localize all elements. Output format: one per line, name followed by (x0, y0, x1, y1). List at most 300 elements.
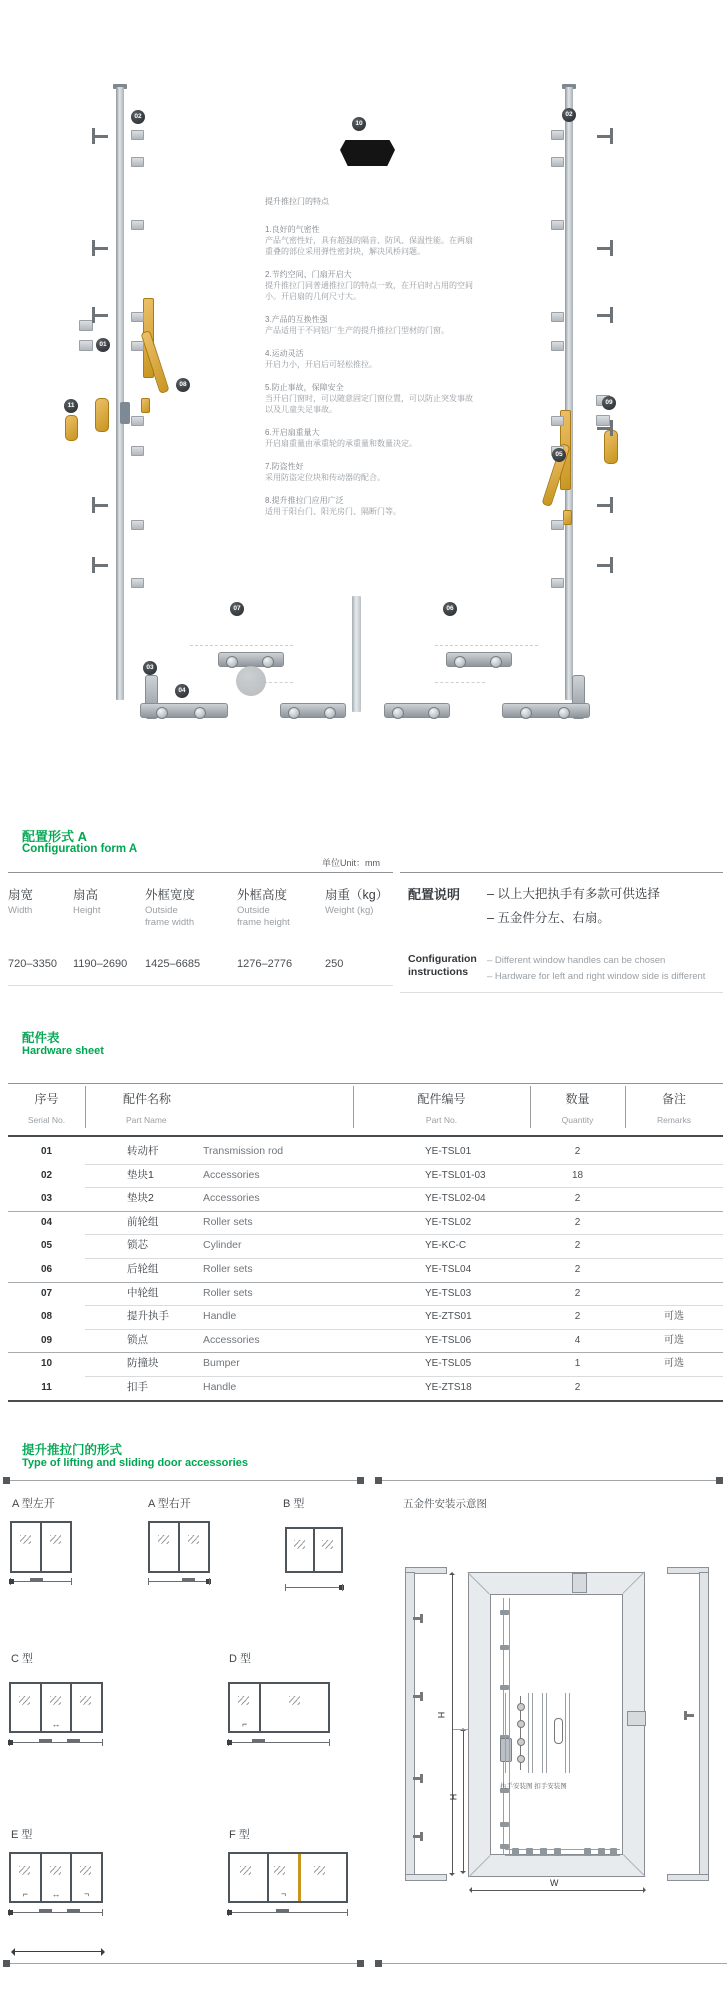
config-col-value: 1276–2776 (237, 958, 293, 970)
glass-hatch (289, 1696, 300, 1705)
cell-qty: 2 (574, 1146, 581, 1157)
cell-remark (625, 1164, 723, 1188)
detail-line (546, 1693, 547, 1773)
table-row (8, 1211, 723, 1235)
detail-line (528, 1693, 529, 1773)
dim-square (339, 1585, 344, 1590)
glass-hatch (50, 1696, 61, 1705)
door-panel (42, 1684, 73, 1731)
callout-badge-11: 11 (64, 399, 78, 413)
table-row (8, 1234, 723, 1258)
transmission-rod-right (565, 87, 573, 700)
roller-block (554, 1848, 561, 1856)
feature-heading: 6.开启扇重量大 (265, 428, 320, 437)
width-dimension-arrow (470, 1890, 645, 1891)
cell-name-en: Bumper (203, 1357, 240, 1370)
keep-block-left-1 (79, 320, 93, 331)
cell-name-zh: 前轮组 (127, 1215, 159, 1228)
door-panel (42, 1854, 73, 1901)
cell-part-no: YE-ZTS01 (425, 1311, 472, 1323)
door-panel (301, 1854, 346, 1901)
col-head-name-en: Part Name (126, 1115, 167, 1125)
divider-square (375, 1960, 382, 1967)
door-diagram-d (228, 1682, 330, 1733)
open-direction-arrow: ⌐ (22, 1889, 28, 1899)
cell-name-zh: 后轮组 (127, 1263, 159, 1275)
glass-hatch (20, 1535, 31, 1544)
frame-bracket (95, 247, 108, 250)
door-panel (261, 1684, 328, 1731)
pad-block (131, 446, 144, 456)
cell-serial: 10 (40, 1358, 53, 1370)
cell-part-no: YE-TSL02 (425, 1216, 472, 1228)
detail-line (532, 1693, 533, 1773)
height2-dimension-arrow (463, 1729, 464, 1873)
width-dimension-label: W (550, 1878, 559, 1888)
lock-point-block (500, 1610, 509, 1615)
roller-wheel (288, 707, 300, 719)
install-detail-captions: 执手安装图 扣手安装图 (500, 1783, 567, 1790)
slide-range-arrow (13, 1951, 103, 1952)
col-head-partno-zh: 配件编号 (417, 1092, 466, 1106)
config-note-en: – Different window handles can be chosen (487, 955, 666, 966)
cell-name-en: Roller sets (203, 1263, 253, 1275)
cell-serial: 07 (40, 1287, 53, 1299)
open-direction-arrow: ↔ (51, 1719, 61, 1729)
config-col-zh: 扇宽 (8, 888, 34, 902)
feature-body: 开启力小，开启后可轻松推拉。 (265, 360, 377, 369)
feature-body: 当开启门窗时，可以随意固定门窗位置，可以防止突发事故以及儿童失足事故。 (265, 394, 473, 414)
divider-square (3, 1960, 10, 1967)
roller-block (598, 1848, 605, 1856)
keep-block-left-2 (79, 340, 93, 351)
cell-serial: 06 (40, 1264, 53, 1275)
door-type-label: D 型 (229, 1653, 251, 1665)
roller-wheel (558, 707, 570, 719)
config-note-zh: – 以上大把执手有多款可供选择 (487, 887, 660, 901)
callout-badge-08: 08 (176, 378, 190, 392)
cell-name-zh: 锁芯 (127, 1239, 148, 1252)
dashed-guide (190, 645, 293, 646)
callout-badge-04: 04 (175, 684, 189, 698)
pad-block (551, 416, 564, 426)
callout-badge-02: 02 (131, 110, 145, 124)
dimension-line (228, 1912, 348, 1913)
frame-bracket (610, 240, 613, 256)
table-bottom-rule (8, 1400, 723, 1402)
door-panel (150, 1523, 180, 1571)
cell-serial: 03 (40, 1193, 53, 1205)
wall-profile-left-bottom (405, 1874, 447, 1881)
pad-block (131, 130, 144, 140)
table-header-divider (85, 1086, 86, 1128)
divider (8, 872, 393, 873)
glass-hatch (19, 1696, 30, 1705)
table-row (8, 1352, 723, 1376)
table-row (8, 1329, 723, 1353)
feature-heading: 1.良好的气密性 (265, 225, 320, 234)
roller-block (584, 1848, 591, 1856)
door-panel (230, 1854, 269, 1901)
frame-bracket (597, 135, 610, 138)
cell-qty: 2 (574, 1216, 581, 1228)
pull-install-detail (542, 1693, 573, 1773)
feature-heading: 5.防止事故，保障安全 (265, 383, 344, 392)
glass-hatch (19, 1866, 30, 1875)
cell-remark (625, 1187, 723, 1211)
types-title-en: Type of lifting and sliding door accessories (22, 1457, 248, 1469)
frame-bracket (597, 247, 610, 250)
pull-handle-left (95, 398, 109, 432)
cell-remark (625, 1140, 723, 1164)
callout-badge-07: 07 (230, 602, 244, 616)
open-direction-arrow: ↔ (51, 1889, 61, 1899)
config-col-en: Height (73, 905, 101, 916)
pad-block (131, 312, 144, 322)
frame-bracket (610, 557, 613, 573)
door-diagram-f (228, 1852, 348, 1903)
glass-hatch (238, 1696, 249, 1705)
pad-block (551, 520, 564, 530)
roller-block (540, 1848, 547, 1856)
sheet-title-zh: 配件表 (22, 1031, 60, 1045)
cell-name-en: Roller sets (203, 1215, 253, 1228)
dim-square (227, 1740, 232, 1745)
pad-block (131, 416, 144, 426)
lock-point-block (500, 1685, 509, 1690)
door-panel (11, 1854, 42, 1901)
feature-body: 提升推拉门同普通推拉门的特点一致，在开启时占用的空间小。开启扇的几何尺寸大。 (265, 281, 473, 301)
dim-step (67, 1909, 80, 1912)
roller-wheel (194, 707, 206, 719)
cell-part-no: YE-TSL04 (425, 1264, 472, 1275)
col-head-partno-en: Part No. (425, 1115, 458, 1125)
pad-block (131, 520, 144, 530)
pad-block (131, 157, 144, 167)
cell-name-zh: 防撞块 (127, 1357, 159, 1370)
cell-qty: 18 (571, 1169, 584, 1181)
roller-wheel (156, 707, 168, 719)
config-col-en: Weight (kg) (325, 905, 374, 916)
section-divider (8, 1480, 361, 1481)
cell-qty: 2 (574, 1311, 581, 1323)
cell-remark (625, 1211, 723, 1235)
cell-part-no: YE-KC-C (425, 1240, 467, 1252)
features-title: 提升推拉门的特点 (265, 197, 329, 206)
feature-body: 采用防盗定位块和传动器的配合。 (265, 473, 385, 482)
keep-block-right-2 (596, 415, 610, 426)
height-dimension-label: H (436, 1711, 447, 1719)
features-text (265, 196, 477, 517)
cell-qty: 2 (574, 1240, 581, 1252)
feature-body: 产品适用于不同铝厂生产的提升推拉门型材的门窗。 (265, 326, 449, 335)
roller-wheel (392, 707, 404, 719)
transmission-rod-mid (352, 596, 361, 712)
roller-wheel (454, 656, 466, 668)
table-top-rule (8, 1083, 723, 1084)
config-col-en: Width (8, 905, 33, 916)
wall-profile-right-bottom (667, 1874, 709, 1881)
roller-wheel (226, 656, 238, 668)
cell-name-en: Roller sets (203, 1286, 253, 1299)
door-panel (11, 1684, 42, 1731)
dimension-line (285, 1587, 343, 1588)
glass-hatch (50, 1535, 61, 1544)
lifting-handle-left-cylinder (141, 398, 150, 413)
cell-serial: 11 (41, 1382, 52, 1393)
transmission-rod-left (116, 87, 124, 700)
config-col-zh: 扇重（kg） (325, 888, 389, 902)
cell-name-en: Handle (203, 1310, 237, 1323)
roller-rod (140, 703, 228, 718)
door-panel (42, 1523, 70, 1571)
wall-profile-right (699, 1572, 709, 1876)
config-title-en: Configuration form A (22, 843, 138, 855)
cell-part-no: YE-TSL05 (425, 1358, 472, 1370)
door-panel (72, 1684, 101, 1731)
side-lock-keep (627, 1711, 646, 1726)
callout-badge-01: 01 (96, 338, 110, 352)
cell-qty: 2 (574, 1382, 581, 1393)
frame-bracket (95, 314, 108, 317)
cell-name-zh: 扣手 (127, 1381, 148, 1393)
roller-wheel (262, 656, 274, 668)
feature-body: 开启扇重量由承重轮的承重量和数量决定。 (265, 439, 417, 448)
cell-part-no: YE-TSL01 (425, 1146, 472, 1157)
detail-screw (517, 1720, 525, 1728)
roller-wheel (490, 656, 502, 668)
frame-bracket (610, 307, 613, 323)
cell-name-zh: 垫块1 (127, 1168, 154, 1181)
callout-badge-05: 05 (552, 448, 566, 462)
table-row (8, 1305, 723, 1329)
detail-line (569, 1693, 570, 1773)
detail-pull-handle (554, 1718, 563, 1744)
glass-hatch (240, 1866, 251, 1875)
wall-bolt (420, 1614, 423, 1623)
roller-block (512, 1848, 519, 1856)
frame-bracket (95, 564, 108, 567)
config-col-value: 1425–6685 (145, 958, 201, 970)
cell-part-no: YE-TSL01-03 (425, 1169, 486, 1181)
col-head-qty-en: Quantity (561, 1115, 594, 1125)
cell-part-no: YE-TSL02-04 (425, 1193, 486, 1205)
callout-badge-06: 06 (443, 602, 457, 616)
frame-bracket (597, 504, 610, 507)
config-col-en: Outside frame width (145, 905, 195, 928)
detail-screw (517, 1703, 525, 1711)
divider (8, 985, 393, 986)
open-direction-arrow: ¬ (84, 1889, 90, 1899)
lock-point-block (500, 1822, 509, 1827)
cell-remark: 可选 (664, 1334, 684, 1346)
cell-name-en: Accessories (203, 1168, 260, 1181)
detail-screw (517, 1755, 525, 1763)
dashed-guide (435, 682, 485, 683)
cell-serial: 08 (40, 1311, 53, 1323)
door-diagram-c (9, 1682, 103, 1733)
door-type-label: F 型 (229, 1829, 250, 1841)
cell-part-no: YE-ZTS18 (425, 1382, 472, 1393)
divider (400, 992, 723, 993)
config-note-en: – Hardware for left and right window side is different (487, 971, 706, 982)
dashed-guide (435, 645, 538, 646)
table-header-rule (8, 1135, 723, 1137)
height-dimension-arrow (452, 1573, 453, 1875)
cell-name-en: Transmission rod (203, 1145, 284, 1157)
door-panel (230, 1684, 261, 1731)
feature-heading: 8.提升推拉门应用广泛 (265, 496, 344, 505)
config-col-value: 1190–2690 (73, 958, 128, 970)
callout-badge-09: 09 (602, 396, 616, 410)
config-notes-zh-label: 配置说明 (408, 887, 461, 902)
cell-qty: 4 (574, 1334, 581, 1346)
section-divider (380, 1963, 727, 1964)
dim-step (276, 1909, 289, 1912)
unit-label: 单位Unit：mm (322, 858, 380, 868)
glass-hatch (50, 1866, 61, 1875)
dim-step (67, 1739, 80, 1742)
cell-remark: 可选 (664, 1358, 684, 1370)
callout-badge-10: 10 (352, 117, 366, 131)
cell-remark: 可选 (664, 1311, 684, 1323)
cell-name-zh: 提升执手 (127, 1310, 169, 1323)
dim-step (30, 1578, 43, 1581)
feature-body: 产品气密性好，具有超强的隔音、防风、保温性能。在两扇重叠的部位采用弹性密封块，解决风桥问题。 (265, 236, 473, 256)
col-head-name-zh: 配件名称 (123, 1092, 172, 1106)
pad-block (131, 220, 144, 230)
feature-body: 适用于阳台门、阳光房门、隔断门等。 (265, 507, 401, 516)
cell-serial: 02 (40, 1169, 53, 1181)
dim-step (39, 1909, 52, 1912)
glass-hatch (274, 1866, 285, 1875)
pad-block (551, 312, 564, 322)
types-title-zh: 提升推拉门的形式 (22, 1443, 123, 1457)
divider-square (3, 1477, 10, 1484)
lift-rod-strip (503, 1598, 504, 1854)
roller-block (610, 1848, 617, 1856)
frame-bracket (597, 564, 610, 567)
watermark-logo (236, 666, 266, 696)
table-row (8, 1282, 723, 1306)
dim-step (252, 1739, 265, 1742)
door-type-label: C 型 (11, 1653, 33, 1665)
detail-line (542, 1693, 543, 1773)
glass-hatch (188, 1535, 199, 1544)
config-title-zh: 配置形式 A (22, 829, 88, 844)
dimension-line (9, 1742, 103, 1743)
table-row (8, 1187, 723, 1211)
callout-badge-03: 03 (143, 661, 157, 675)
cell-qty: 2 (574, 1264, 581, 1275)
open-direction-arrow: ⌐ (242, 1719, 248, 1729)
cell-name-zh: 转动杆 (127, 1145, 159, 1157)
pad-block (551, 220, 564, 230)
feature-heading: 4.运动灵活 (265, 349, 304, 358)
cell-name-en: Handle (203, 1381, 237, 1393)
detail-line (505, 1693, 506, 1773)
config-col-zh: 扇高 (73, 888, 99, 902)
config-notes-en-label: Configuration instructions (408, 953, 477, 978)
col-head-serial-en: Serial No. (27, 1115, 66, 1125)
pad-block (131, 341, 144, 351)
frame-bracket (610, 420, 613, 436)
dim-square (9, 1579, 14, 1584)
dimension-line (148, 1581, 210, 1582)
roller-wheel (520, 707, 532, 719)
pad-block (551, 157, 564, 167)
wall-bolt (420, 1832, 423, 1841)
dimension-line (228, 1742, 330, 1743)
pad-block (551, 578, 564, 588)
feature-heading: 7.防盗性好 (265, 462, 304, 471)
cell-name-en: Accessories (203, 1333, 260, 1346)
handle-install-detail (505, 1693, 536, 1773)
cell-qty: 2 (574, 1193, 581, 1205)
cell-qty: 1 (574, 1358, 581, 1370)
wall-bolt (420, 1774, 423, 1783)
door-panel (72, 1854, 101, 1901)
detail-line (565, 1693, 566, 1773)
cell-part-no: YE-TSL03 (425, 1287, 472, 1299)
door-type-label: A 型右开 (148, 1498, 191, 1510)
door-panel (180, 1523, 208, 1571)
glass-hatch (158, 1535, 169, 1544)
config-col-zh: 外框高度 (237, 888, 288, 902)
door-diagram-b (285, 1527, 343, 1573)
wall-bolt (420, 1692, 423, 1701)
install-diagram-title: 五金件安装示意图 (403, 1498, 487, 1510)
cell-serial: 09 (40, 1334, 53, 1346)
config-col-value: 250 (325, 958, 344, 970)
cell-serial: 05 (40, 1240, 53, 1252)
cell-name-zh: 锁点 (127, 1333, 148, 1346)
col-head-qty-zh: 数量 (565, 1092, 590, 1106)
glass-hatch (294, 1540, 305, 1549)
detail-line (509, 1693, 510, 1773)
detail-screw (517, 1738, 525, 1746)
height2-dimension-label: H (448, 1793, 459, 1801)
dim-square (227, 1910, 232, 1915)
lock-point-block (500, 1645, 509, 1650)
cell-serial: 01 (40, 1146, 53, 1157)
divider (400, 872, 723, 873)
cell-remark (625, 1234, 723, 1258)
door-diagram-a-left (10, 1521, 72, 1573)
door-panel (269, 1854, 301, 1901)
table-row (8, 1376, 723, 1400)
knob-left (65, 415, 78, 441)
frame-bracket (610, 128, 613, 144)
divider-square (357, 1960, 364, 1967)
config-note-zh: – 五金件分左、右扇。 (487, 911, 610, 925)
cell-name-zh: 中轮组 (127, 1286, 159, 1299)
cell-remark (625, 1376, 723, 1400)
divider-square (357, 1477, 364, 1484)
cell-qty: 2 (574, 1287, 581, 1299)
cell-remark (625, 1258, 723, 1282)
roller-block (526, 1848, 533, 1856)
frame-bracket (95, 504, 108, 507)
config-col-en: Outside frame height (237, 905, 290, 928)
feature-heading: 2.节约空间、门扇开启大 (265, 270, 352, 279)
door-type-label: E 型 (11, 1829, 33, 1841)
section-divider (8, 1963, 361, 1964)
dimension-line (9, 1912, 103, 1913)
door-diagram-a-right (148, 1521, 210, 1573)
feature-heading: 3.产品的互换性强 (265, 315, 328, 324)
frame-bracket (95, 135, 108, 138)
